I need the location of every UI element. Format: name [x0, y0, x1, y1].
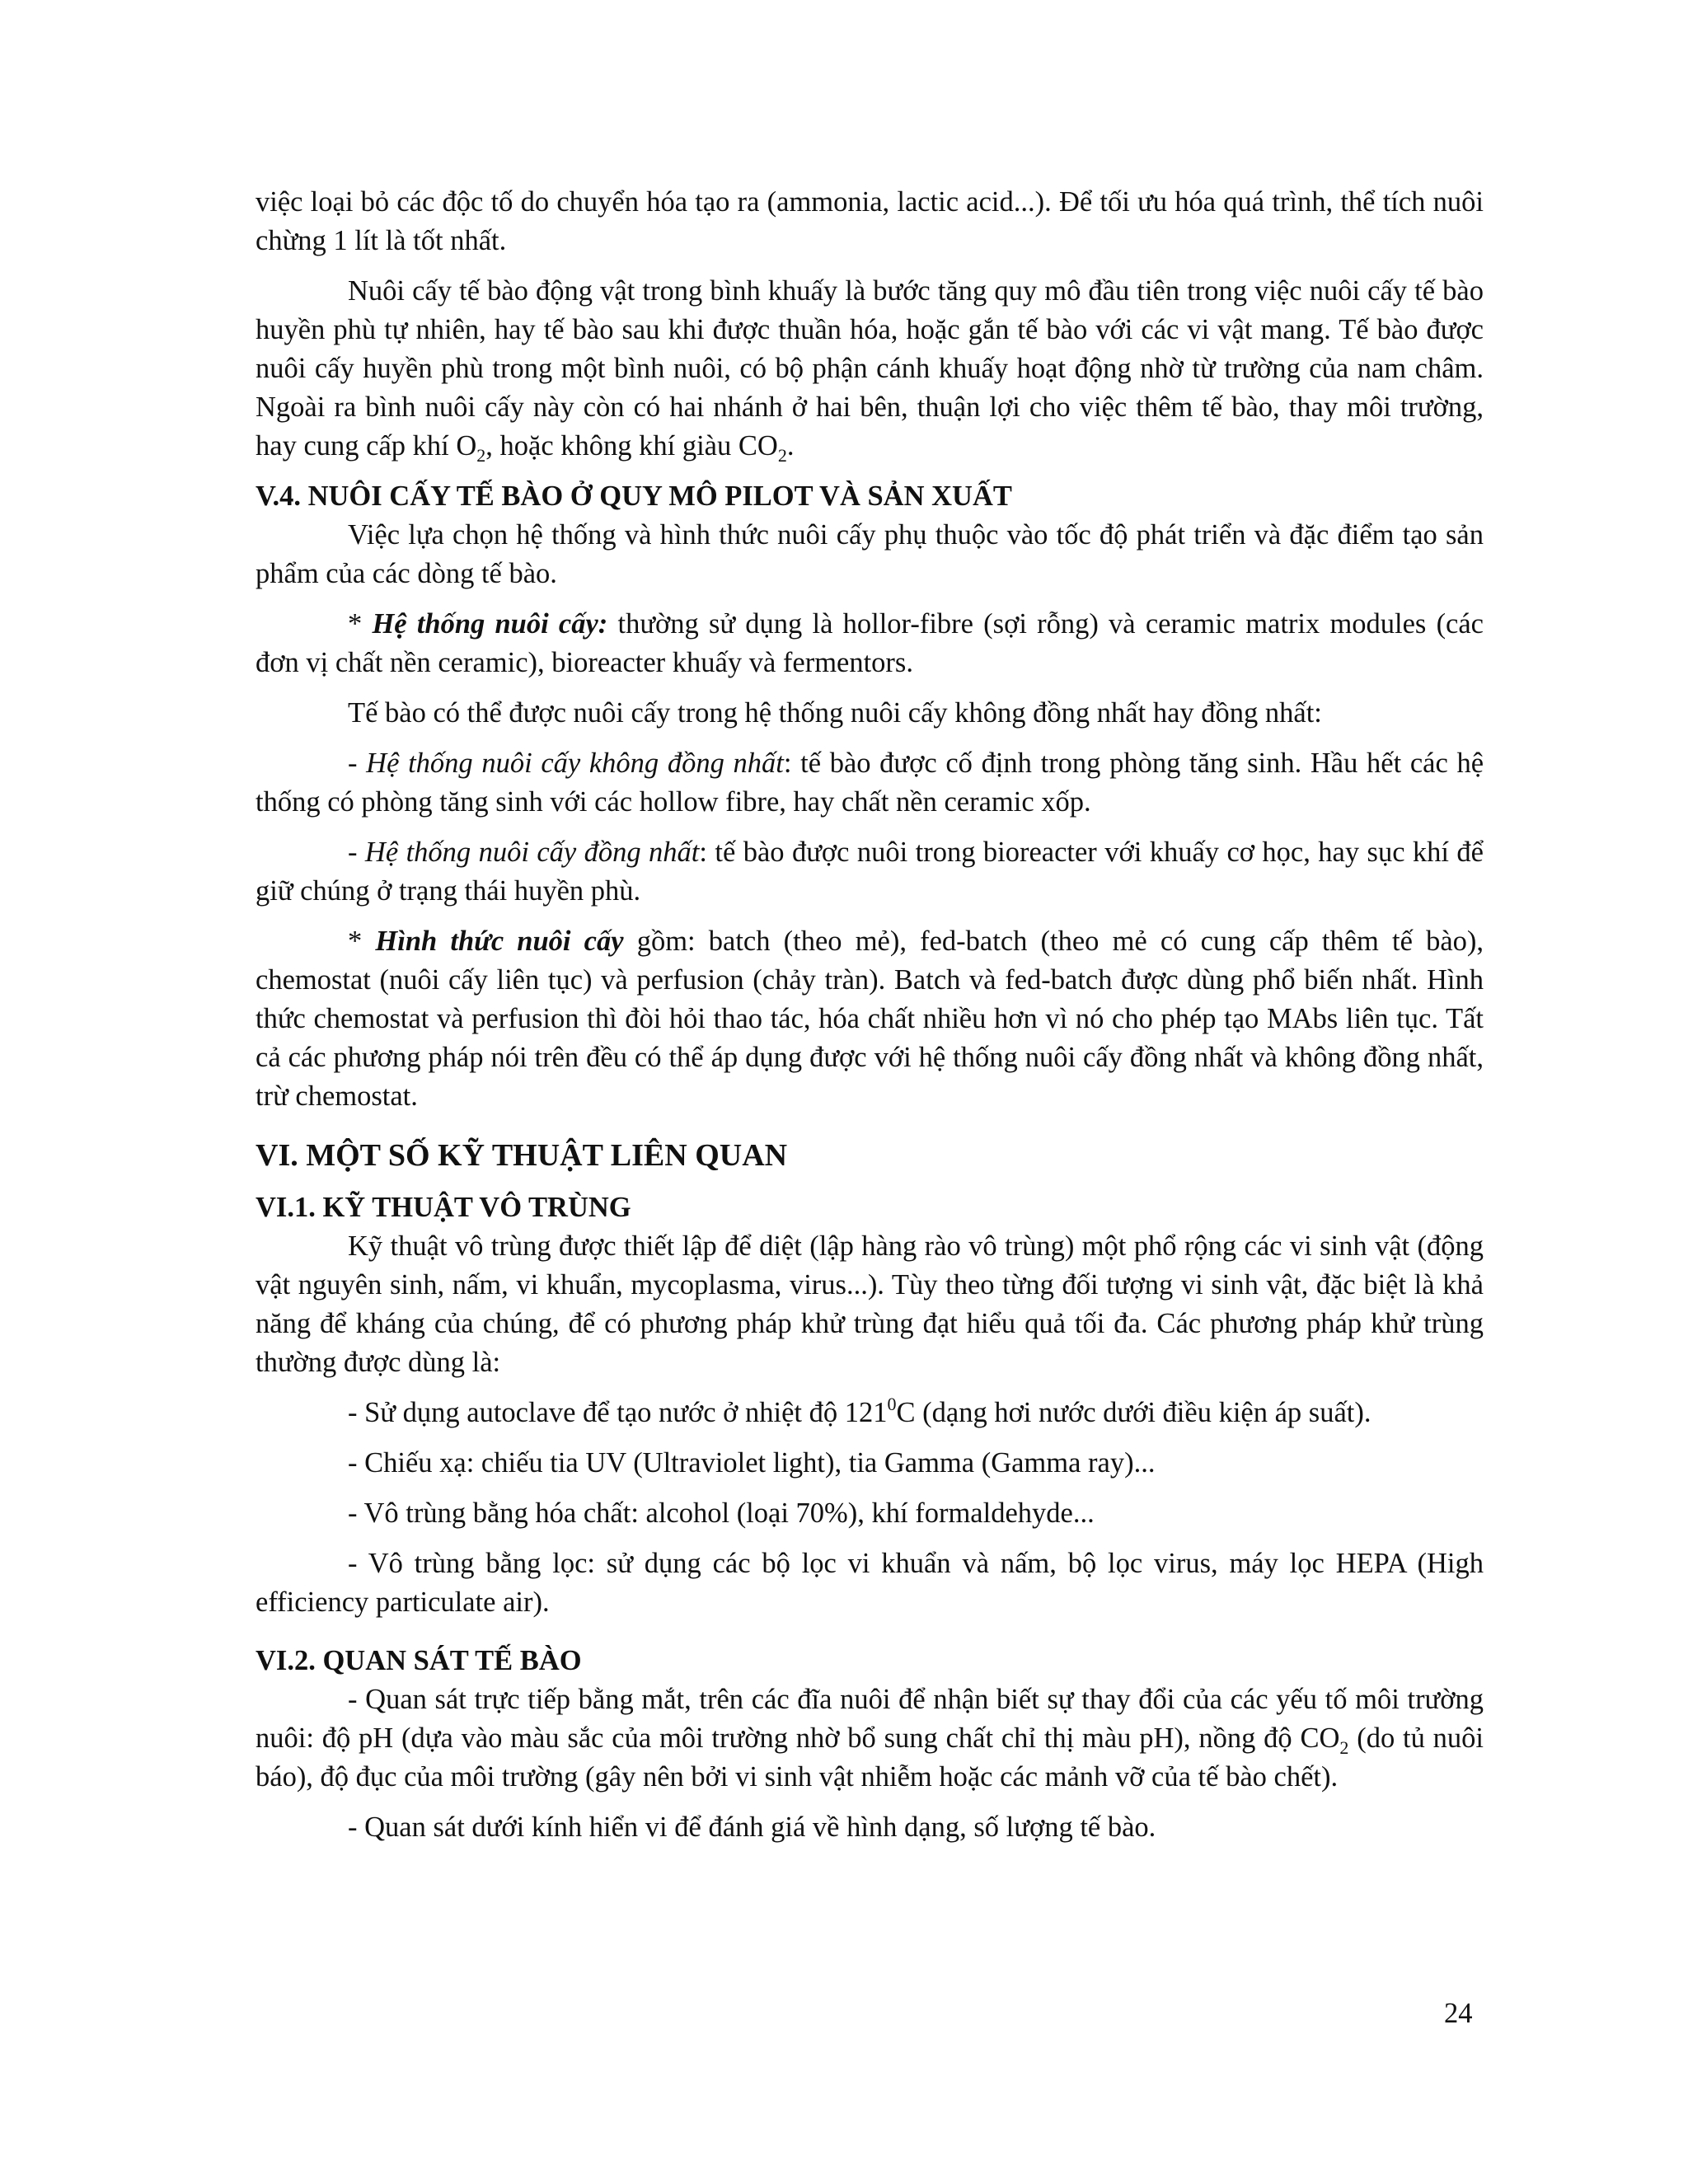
paragraph-text: : tế bào được nuôi trong bioreacter với khuấy cơ học, hay sục khí để giữ chúng ở trạng thái huyền phù.	[256, 837, 1484, 907]
paragraph-culture-forms	[256, 922, 1484, 1116]
page-number: 24	[1444, 1998, 1473, 2029]
subscript: 2	[777, 445, 787, 466]
section-heading-vi2: VI.2. QUAN SÁT TẾ BÀO	[256, 1645, 582, 1676]
text-column	[256, 183, 1484, 1847]
paragraph-text: Nuôi cấy tế bào động vật trong bình khuấy là bước tăng quy mô đầu tiên trong việc nuôi cấy tế bào huyền phù tự nhiên, hay tế bào sau khi được thuần hóa, hoặc gắn tế bào với các vi vật mang. Tế bào được nuôi cấy huyền phù trong một bình nuôi, có bộ phận cánh khuấy hoạt động nhờ từ trường của nam châm. Ngoài ra bình nuôi cấy này còn có hai nhánh ở hai bên, thuận lợi cho việc thêm tế bào, thay môi trường, hay cung cấp khí O	[256, 275, 1484, 462]
bold-italic-label: Hình thức nuôi cấy	[375, 926, 624, 957]
paragraph-homogeneous	[256, 833, 1484, 911]
subscript: 2	[476, 445, 486, 466]
paragraph-text: C (dạng hơi nước dưới điều kiện áp suất).	[896, 1397, 1372, 1428]
paragraph-text: - Sử dụng autoclave để tạo nước ở nhiệt độ 121	[348, 1397, 888, 1428]
superscript: 0	[887, 1394, 897, 1414]
italic-label: Hệ thống nuôi cấy đồng nhất	[364, 837, 700, 868]
dash-prefix: -	[348, 837, 365, 868]
list-item-chemical: - Vô trùng bằng hóa chất: alcohol (loại 70%), khí formaldehyde...	[348, 1497, 1095, 1529]
paragraph-selection: Việc lựa chọn hệ thống và hình thức nuôi cấy phụ thuộc vào tốc độ phát triển và đặc điểm tạo sản phẩm của các dòng tế bào.	[256, 519, 1484, 589]
paragraph-heterogeneous	[256, 744, 1484, 822]
paragraph-direct-observation	[256, 1680, 1484, 1797]
paragraph-continued: việc loại bỏ các độc tố do chuyển hóa tạo ra (ammonia, lactic acid...). Để tối ưu hóa quá trình, thể tích nuôi chừng 1 lít là tốt nhất.	[256, 186, 1484, 256]
paragraph-text: gồm: batch (theo mẻ), fed-batch (theo mẻ có cung cấp thêm tế bào), chemostat (nuôi cấy liên tục) và perfusion (chảy tràn). Batch và fed-batch được dùng phổ biến nhất. Hình thức chemostat và perfusion thì đòi hỏi thao tác, hóa chất nhiều hơn vì nó cho phép tạo MAbs liên tục. Tất cả các phương pháp nói trên đều có thể áp dụng được với hệ thống nuôi cấy đồng nhất và không đồng nhất, trừ chemostat.	[256, 926, 1484, 1112]
dash-prefix: -	[348, 748, 367, 779]
paragraph-text: - Quan sát trực tiếp bằng mắt, trên các đĩa nuôi để nhận biết sự thay đổi của các yếu tố môi trường nuôi: độ pH (dựa vào màu sắc của môi trường nhờ bổ sung chất chỉ thị màu pH), nồng độ CO	[256, 1684, 1484, 1754]
list-item-irradiation: - Chiếu xạ: chiếu tia UV (Ultraviolet light), tia Gamma (Gamma ray)...	[348, 1447, 1156, 1479]
section-heading-v4: V.4. NUÔI CẤY TẾ BÀO Ở QUY MÔ PILOT VÀ SẢN XUẤT	[256, 480, 1012, 512]
paragraph-text: : tế bào được cố định trong phòng tăng sinh. Hầu hết các hệ thống có phòng tăng sinh với các hollow fibre, hay chất nền ceramic xốp.	[256, 748, 1484, 818]
paragraph-sterile-technique: Kỹ thuật vô trùng được thiết lập để diệt (lập hàng rào vô trùng) một phổ rộng các vi sinh vật (động vật nguyên sinh, nấm, vi khuẩn, mycoplasma, virus...). Tùy theo từng đối tượng vi sinh vật, đặc biệt là khả năng để kháng của chúng, để có phương pháp khử trùng đạt hiểu quả tối đa. Các phương pháp khử trùng thường được dùng là:	[256, 1230, 1484, 1378]
paragraph-text: thường sử dụng là hollor-fibre (sợi rỗng) và ceramic matrix modules (các đơn vị chất nền ceramic), bioreacter khuấy và fermentors.	[256, 608, 1484, 678]
paragraph-text: (do tủ nuôi báo), độ đục của môi trường (gây nên bởi vi sinh vật nhiễm hoặc các mảnh vỡ của tế bào chết).	[256, 1722, 1484, 1793]
list-item-filtration: - Vô trùng bằng lọc: sử dụng các bộ lọc vi khuẩn và nấm, bộ lọc virus, máy lọc HEPA (High efficiency particulate air).	[256, 1548, 1484, 1618]
paragraph-microscope-observation: - Quan sát dưới kính hiển vi để đánh giá về hình dạng, số lượng tế bào.	[348, 1811, 1156, 1843]
bullet-prefix: *	[348, 608, 373, 640]
paragraph-text: .	[786, 430, 795, 462]
section-heading-vi1: VI.1. KỸ THUẬT VÔ TRÙNG	[256, 1192, 631, 1223]
list-item-autoclave	[256, 1394, 1484, 1432]
paragraph-culture-systems	[256, 605, 1484, 682]
section-heading-vi: VI. MỘT SỐ KỸ THUẬT LIÊN QUAN	[256, 1138, 788, 1173]
bullet-prefix: *	[348, 926, 376, 957]
paragraph-text: , hoặc không khí giàu CO	[485, 430, 778, 462]
bold-italic-label: Hệ thống nuôi cấy:	[372, 608, 608, 640]
paragraph-stirred-flask	[256, 272, 1484, 466]
paragraph-homogeneous-intro: Tế bào có thể được nuôi cấy trong hệ thống nuôi cấy không đồng nhất hay đồng nhất:	[348, 697, 1322, 729]
italic-label: Hệ thống nuôi cấy không đồng nhất	[366, 748, 784, 779]
subscript: 2	[1339, 1737, 1349, 1758]
